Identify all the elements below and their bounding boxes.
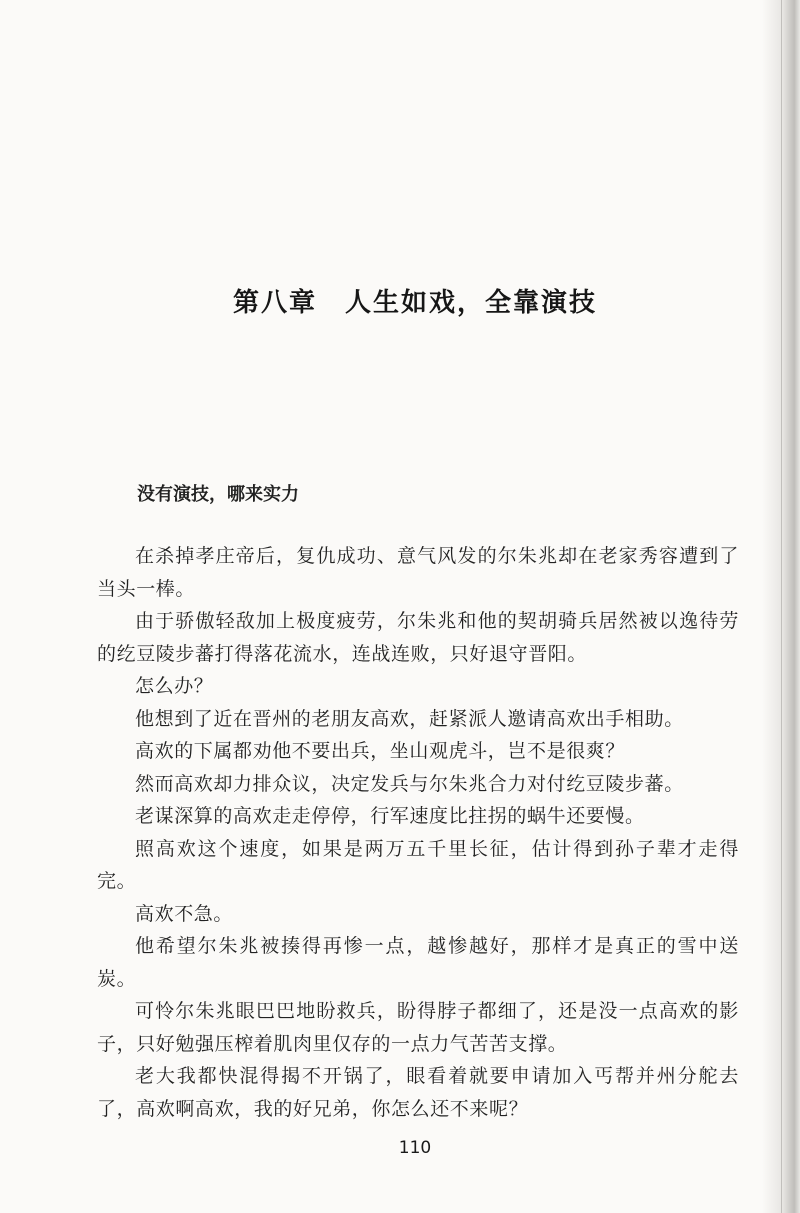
paragraph: 高欢不急。 <box>135 902 234 925</box>
paragraph: 在杀掉孝庄帝后，复仇成功、意气风发的尔朱兆却在老家秀容遭到了当头一棒。 <box>97 545 739 600</box>
page-edge-line <box>781 0 782 1213</box>
paragraph: 老谋深算的高欢走走停停，行军速度比拄拐的蜗牛还要慢。 <box>135 805 645 827</box>
paragraph: 他想到了近在晋州的老朋友高欢，赶紧派人邀请高欢出手相助。 <box>135 707 684 730</box>
paragraph: 可怜尔朱兆眼巴巴地盼救兵，盼得脖子都细了，还是没一点高欢的影子，只好勉强压榨着肌肉里仅存的一点力气苦苦支撑。 <box>97 1000 739 1055</box>
body-text <box>97 540 739 1125</box>
paragraph: 照高欢这个速度，如果是两万五千里长征，估计得到孙子辈才走得完。 <box>97 837 739 892</box>
chapter-title: 第八章 人生如戏，全靠演技 <box>232 288 597 318</box>
paragraph: 老大我都快混得揭不开锅了，眼看着就要申请加入丐帮并州分舵去了，高欢啊高欢，我的好兄弟，你怎么还不来呢？ <box>97 1065 739 1120</box>
section-title: 没有演技，哪来实力 <box>137 484 299 505</box>
paragraph: 然而高欢却力排众议，决定发兵与尔朱兆合力对付纥豆陵步蕃。 <box>135 772 684 795</box>
page-number: 110 <box>398 1138 432 1158</box>
paragraph: 他希望尔朱兆被揍得再惨一点，越惨越好，那样才是真正的雪中送炭。 <box>97 935 739 990</box>
paragraph: 高欢的下属都劝他不要出兵，坐山观虎斗，岂不是很爽？ <box>135 740 626 762</box>
paragraph: 由于骄傲轻敌加上极度疲劳，尔朱兆和他的契胡骑兵居然被以逸待劳的纥豆陵步蕃打得落花流水，连战连败，只好退守晋阳。 <box>97 610 739 665</box>
paragraph: 怎么办？ <box>135 675 214 697</box>
